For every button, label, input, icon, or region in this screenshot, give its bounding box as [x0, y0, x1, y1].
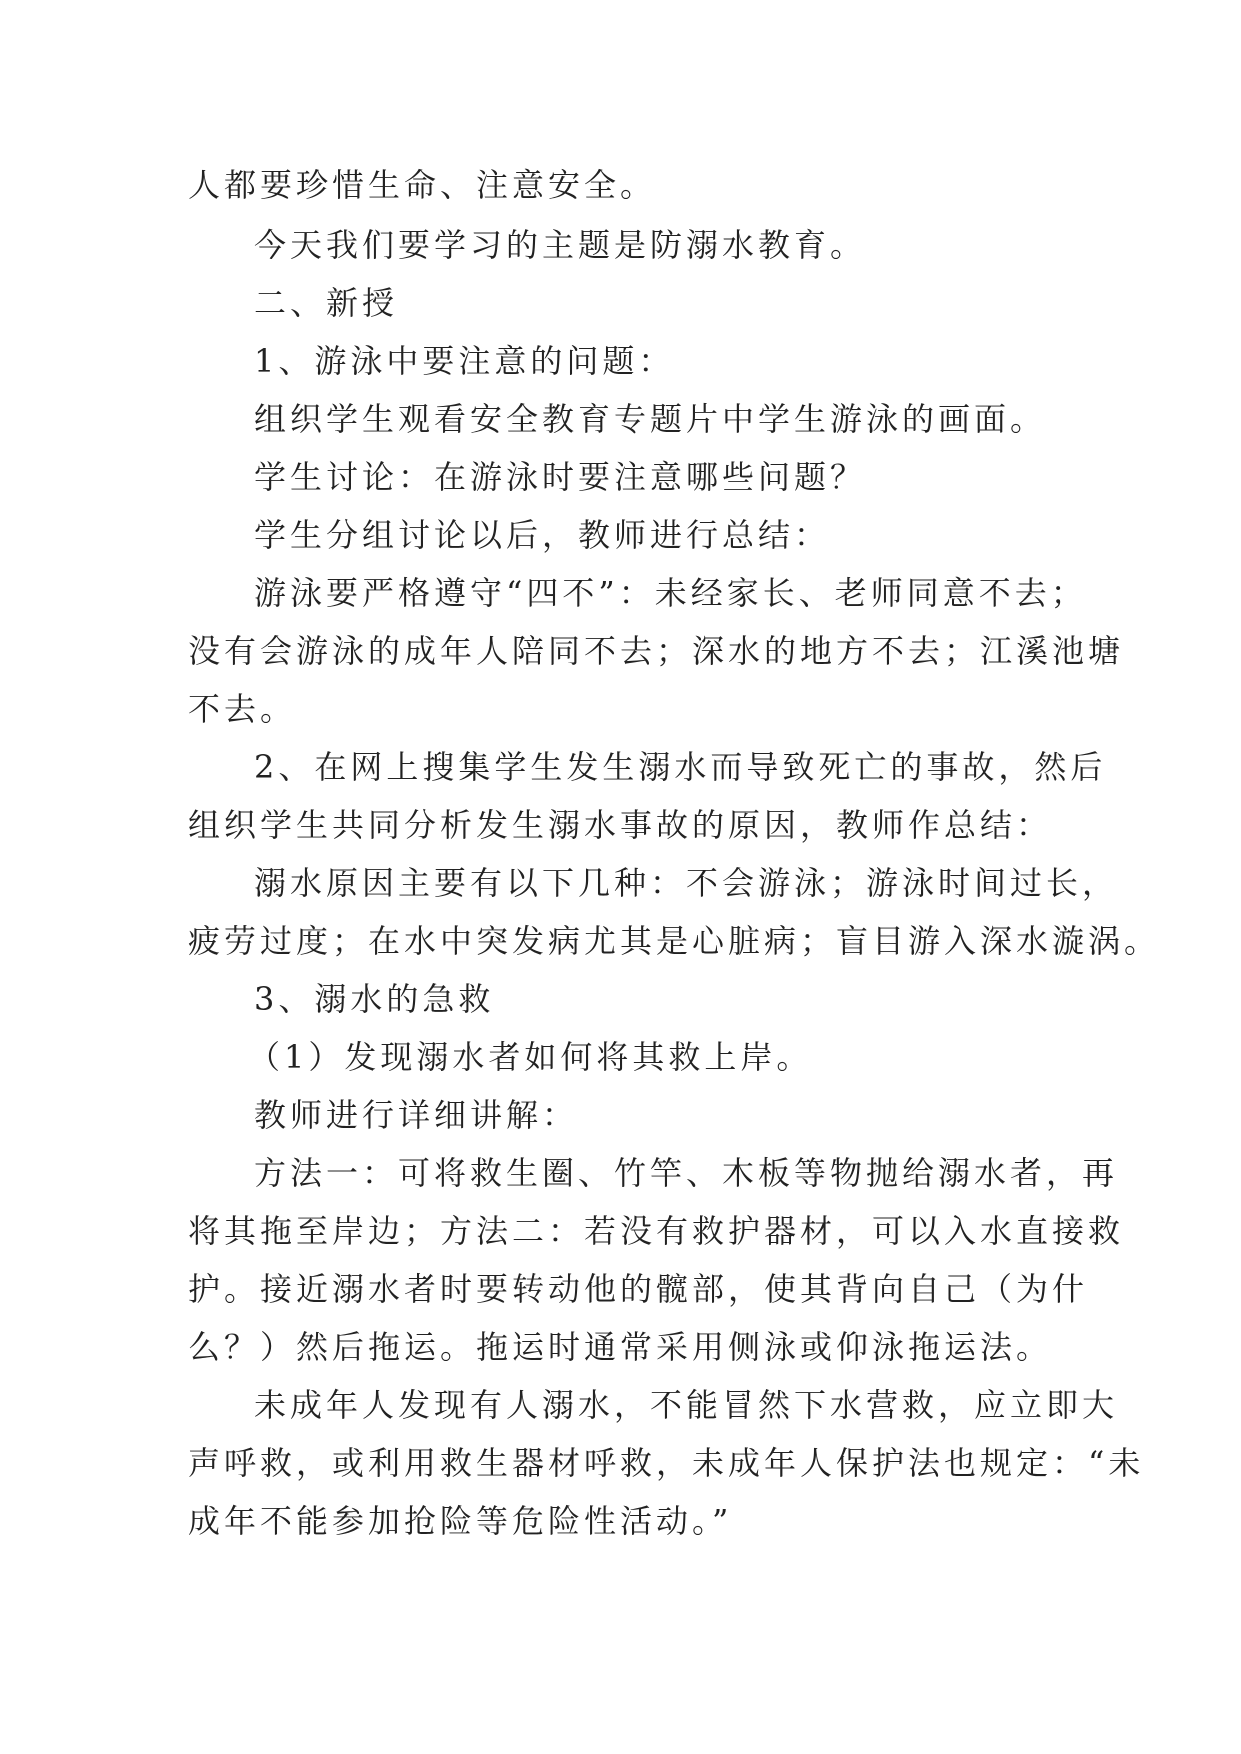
text-line: 不去。 — [188, 690, 297, 728]
subsection-heading: 1、游泳中要注意的问题： — [254, 342, 675, 380]
text-line: 游泳要严格遵守“四不”：未经家长、老师同意不去； — [254, 574, 1087, 612]
text-line: 护。接近溺水者时要转动他的髋部，使其背向自己（为什 — [188, 1270, 1089, 1308]
text-line: 组织学生共同分析发生溺水事故的原因，教师作总结： — [188, 806, 1053, 844]
text-line: 人都要珍惜生命、注意安全。 — [188, 166, 657, 204]
text-line: 未成年人发现有人溺水，不能冒然下水营救，应立即大 — [254, 1386, 1119, 1424]
text-line: 溺水原因主要有以下几种：不会游泳；游泳时间过长， — [254, 864, 1119, 902]
subsection-heading: 3、溺水的急救 — [254, 980, 495, 1018]
text-line: （1）发现溺水者如何将其救上岸。 — [248, 1038, 813, 1076]
section-heading: 二、新授 — [254, 284, 399, 322]
text-line: 组织学生观看安全教育专题片中学生游泳的画面。 — [254, 400, 1047, 438]
text-line: 么？）然后拖运。拖运时通常采用侧泳或仰泳拖运法。 — [188, 1328, 1053, 1366]
text-line: 没有会游泳的成年人陪同不去；深水的地方不去；江溪池塘 — [188, 632, 1125, 670]
text-line: 成年不能参加抢险等危险性活动。” — [188, 1502, 733, 1540]
text-line: 方法一：可将救生圈、竹竿、木板等物抛给溺水者，再 — [254, 1154, 1119, 1192]
text-line: 将其拖至岸边；方法二：若没有救护器材，可以入水直接救 — [188, 1212, 1125, 1250]
text-line: 2、在网上搜集学生发生溺水而导致死亡的事故，然后 — [254, 748, 1107, 786]
text-line: 学生讨论：在游泳时要注意哪些问题？ — [254, 458, 867, 496]
text-line: 今天我们要学习的主题是防溺水教育。 — [254, 226, 867, 264]
text-line: 教师进行详细讲解： — [254, 1096, 579, 1134]
text-line: 学生分组讨论以后，教师进行总结： — [254, 516, 831, 554]
text-line: 疲劳过度；在水中突发病尤其是心脏病；盲目游入深水漩涡。 — [188, 922, 1161, 960]
text-line: 声呼救，或利用救生器材呼救，未成年人保护法也规定：“未 — [188, 1444, 1145, 1482]
